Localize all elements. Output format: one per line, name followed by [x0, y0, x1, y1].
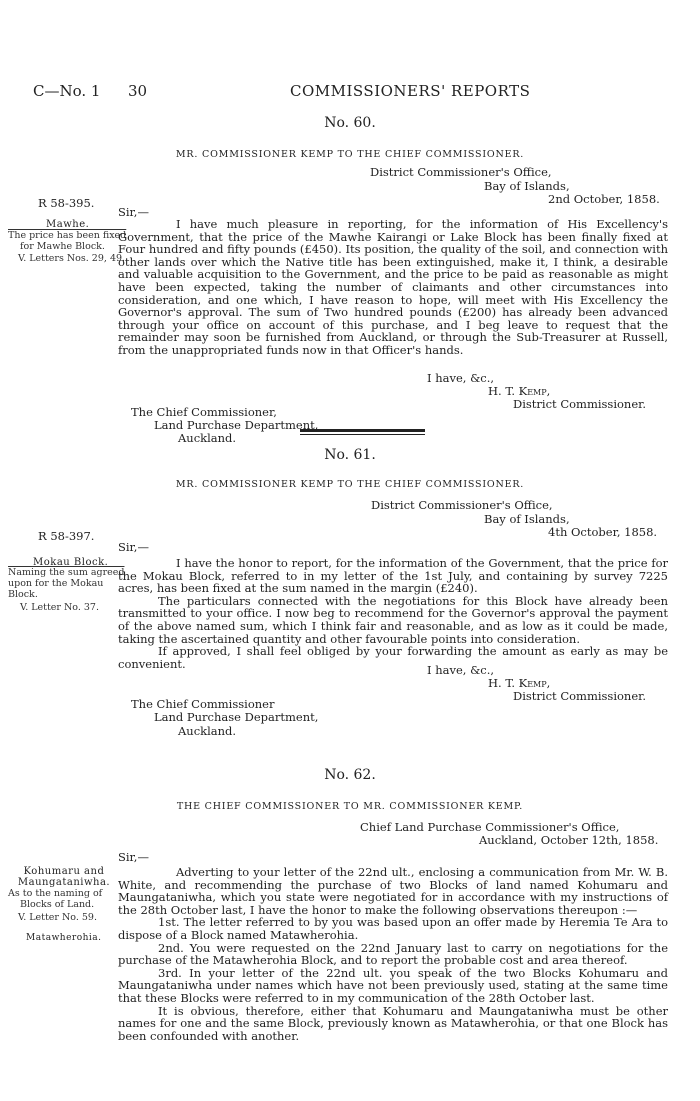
letter-61-recipient-3: Auckland. [178, 724, 237, 738]
letter-60-address-line-2: Bay of Islands, [484, 179, 570, 193]
letter-60-closing-1: I have, &c., [427, 371, 495, 385]
letter-62-paragraph-1: Adverting to your letter of the 22nd ult., enclosing a communication from Mr. W. B. White, and recommending the purchase of two Blocks of land named Kohumaru and Maungataniwha, which you state were negotiated for in accordance with my instructions of the 28th October last, I have the honor to make the following observations thereupon :— [118, 865, 668, 917]
letter-62-salutation: Sir,— [118, 850, 149, 864]
letter-61-margin-note-1: Naming the sum agreed [8, 567, 125, 578]
letter-61-closing-1: I have, &c., [427, 663, 495, 677]
letter-61-margin-note-4: V. Letter No. 37. [20, 602, 100, 613]
letter-60-margin-title: Mawhe. [46, 219, 90, 230]
letter-61-signature: H. T. Kemp, [488, 676, 551, 690]
letter-62-margin-note-3: V. Letter No. 59. [18, 912, 98, 923]
letter-60-margin-note-3: V. Letters Nos. 29, 49. [18, 253, 126, 264]
letter-61-recipient-1: The Chief Commissioner [131, 697, 275, 711]
letter-62-margin-note-2: Blocks of Land. [20, 899, 95, 910]
letter-61-subtitle: MR. COMMISSIONER KEMP TO THE CHIEF COMMISSIONER. [175, 479, 525, 490]
letter-62-margin-extra: Matawherohia. [26, 933, 102, 943]
letter-61-signatory-title: District Commissioner. [513, 689, 647, 703]
letter-61-address-line-3: 4th October, 1858. [548, 525, 658, 539]
letter-61-body [118, 557, 668, 670]
letter-60-address-line-3: 2nd October, 1858. [548, 192, 660, 206]
letter-60-reference: R 58-395. [38, 196, 95, 210]
letter-60-recipient-1: The Chief Commissioner, [131, 405, 277, 419]
letter-61-reference: R 58-397. [38, 529, 95, 543]
letter-61-salutation: Sir,— [118, 540, 149, 554]
letter-60-body [118, 218, 668, 357]
letter-60-margin-note-1: The price has been fixed [8, 230, 127, 241]
letter-60-signatory-title: District Commissioner. [513, 397, 647, 411]
letter-60-address-line-1: District Commissioner's Office, [370, 165, 552, 179]
letter-61-address-line-1: District Commissioner's Office, [371, 498, 553, 512]
letter-60-number: No. 60. [324, 115, 376, 131]
letter-60-margin-note-2: for Mawhe Block. [20, 241, 105, 252]
letter-62-paragraph-4: 3rd. In your letter of the 22nd ult. you speak of the two Blocks Kohumaru and Maungataniwha under names which have not been previously used, stating at the same time that these Blocks were referred to in my communication of the 28th October last. [118, 965, 668, 1005]
section-divider-rule [300, 429, 425, 432]
letter-62-margin-note-1: As to the naming of [8, 888, 103, 899]
letter-60-recipient-3: Auckland. [178, 431, 237, 445]
letter-62-subtitle: THE CHIEF COMMISSIONER TO MR. COMMISSIONER KEMP. [176, 801, 524, 812]
letter-62-address-line-1: Chief Land Purchase Commissioner's Office, [360, 820, 620, 834]
letter-62-paragraph-2: 1st. The letter referred to by you was based upon an offer made by Heremia Te Ara to dispose of a Block named Matawherohia. [118, 915, 668, 942]
section-divider-rule-thin [300, 434, 425, 435]
page-number: 30 [128, 82, 148, 100]
letter-61-recipient-2: Land Purchase Department, [154, 710, 319, 724]
letter-62-margin-title: Kohumaru and Maungataniwha. [17, 866, 111, 888]
letter-61-paragraph-3: If approved, I shall feel obliged by your forwarding the amount as early as may be convenient. [118, 644, 668, 671]
letter-61-margin-note-3: Block. [8, 589, 38, 600]
letter-61-margin-note-2: upon for the Mokau [8, 578, 104, 589]
page-series-label: C—No. 1 [33, 82, 101, 100]
letter-60-recipient-2: Land Purchase Department, [154, 418, 319, 432]
page-running-title: COMMISSIONERS' REPORTS [290, 82, 531, 100]
letter-61-number: No. 61. [324, 447, 376, 463]
letter-60-subtitle: MR. COMMISSIONER KEMP TO THE CHIEF COMMISSIONER. [175, 149, 525, 160]
letter-62-body [118, 866, 668, 1042]
letter-61-paragraph-2: The particulars connected with the negotiations for this Block have already been transmitted to your office. I now beg to recommend for the Governor's approval the payment of the above named sum, which I think fair and reasonable, and as low as it could be made, taking the ascertained quantity and other favourable points into consideration. [118, 593, 668, 646]
letter-61-paragraph-1: I have the honor to report, for the information of the Government, that the price for the Mokau Block, referred to in my letter of the 1st July, and containing by survey 7225 acres, has been fixed at the sum named in the margin (£240). [118, 556, 668, 596]
letter-62-paragraph-5: It is obvious, therefore, either that Kohumaru and Maungataniwha must be other names for one and the same Block, previously known as Matawherohia, or that one Block has been confounded with another. [118, 1003, 668, 1043]
letter-60-paragraph: I have much pleasure in reporting, for the information of His Excellency's Government, that the price of the Mawhe Kairangi or Lake Block has been finally fixed at Four hundred and fifty pounds (£450). Its position, the quality of the soil, and connection with other lands over which the Native title has been extinguished, make it, I think, a desirable and valuable acquisition to the Government, and the price to be paid as reasonable as might have been expected, taking the number of claimants and other circumstances into consideration, and one which, I have reason to hope, will meet with His Excellency the Governor's approval. The sum of Two hundred pounds (£200) has already been advanced through your office on account of this purchase, and I beg leave to request that the remainder may soon be furnished from Auckland, or through the Sub-Treasurer at Russell, from the unappropriated funds now in that Officer's hands. [118, 217, 668, 357]
letter-60-signature: H. T. Kemp, [488, 384, 551, 398]
letter-60-salutation: Sir,— [118, 205, 149, 219]
letter-62-address-line-2: Auckland, October 12th, 1858. [479, 833, 659, 847]
letter-62-paragraph-3: 2nd. You were requested on the 22nd January last to carry on negotiations for the purchase of the Matawherohia Block, and to report the probable cost and area thereof. [118, 940, 668, 968]
letter-61-margin-title: Mokau Block. [33, 557, 109, 568]
letter-62-number: No. 62. [324, 767, 376, 783]
letter-61-address-line-2: Bay of Islands, [484, 512, 570, 526]
